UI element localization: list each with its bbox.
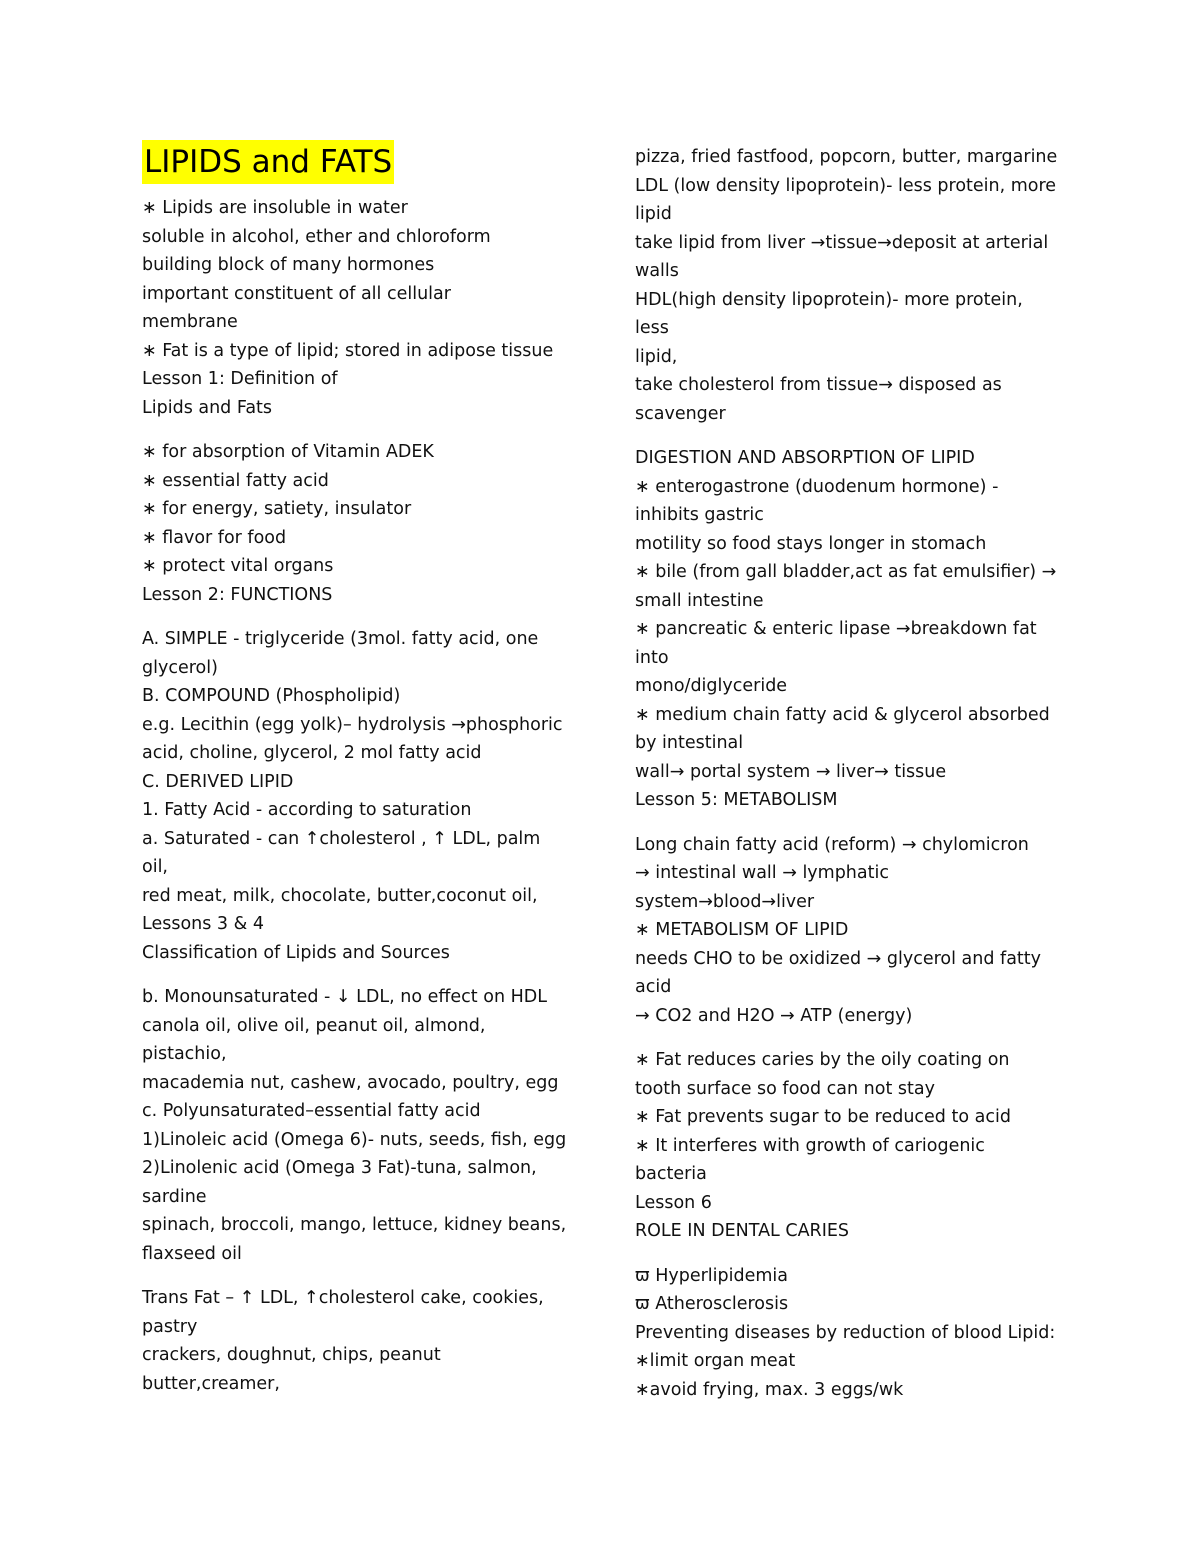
- right-text-line: ∗avoid frying, max. 3 eggs/wk: [635, 1379, 904, 1400]
- right-text-line: mono/diglyceride: [635, 676, 788, 696]
- left-text-line: pistachio,: [142, 1044, 227, 1064]
- left-text-line: soluble in alcohol, ether and chloroform: [142, 226, 491, 247]
- right-text-line: LDL (low density lipoprotein)- less protein, more: [635, 175, 1057, 196]
- right-text-line: ∗ It interferes with growth of cariogenic: [635, 1135, 985, 1156]
- left-text-line: ∗ essential fatty acid: [142, 470, 329, 491]
- left-text-line: ∗ for energy, satiety, insulator: [142, 499, 412, 519]
- left-text-line: oil,: [142, 857, 168, 877]
- right-text-line: pizza, fried fastfood, popcorn, butter, margarine: [635, 147, 1058, 167]
- left-text-line: ∗ for absorption of Vitamin ADEK: [142, 442, 434, 462]
- right-text-line: ∗ Fat prevents sugar to be reduced to acid: [635, 1107, 1011, 1127]
- left-text-line: building block of many hormones: [142, 255, 435, 275]
- right-text-line: needs CHO to be oxidized → glycerol and fatty: [635, 948, 1042, 969]
- right-text-line: system→blood→liver: [635, 891, 815, 912]
- left-text-line: c. Polyunsaturated–essential fatty acid: [142, 1101, 481, 1121]
- left-text-line: membrane: [142, 312, 238, 332]
- left-text-line: ∗ protect vital organs: [142, 556, 334, 576]
- left-text-line: acid, choline, glycerol, 2 mol fatty acid: [142, 743, 482, 763]
- left-text-line: butter,creamer,: [142, 1373, 280, 1394]
- right-text-line: ∗ pancreatic & enteric lipase →breakdown fat: [635, 619, 1037, 639]
- right-text-line: scavenger: [635, 403, 726, 424]
- right-text-line: bacteria: [635, 1164, 707, 1184]
- right-paragraph-gap: [635, 1246, 1075, 1262]
- left-text-line: spinach, broccoli, mango, lettuce, kidney beans,: [142, 1215, 567, 1235]
- left-text-line: ∗ flavor for food: [142, 527, 287, 548]
- left-text-line: A. SIMPLE - triglyceride (3mol. fatty acid, one: [142, 629, 539, 649]
- right-text-line: small intestine: [635, 590, 764, 611]
- left-text-line: b. Monounsaturated - ↓ LDL, no effect on HDL: [142, 987, 547, 1007]
- left-text-line: red meat, milk, chocolate, butter,coconut oil,: [142, 885, 538, 906]
- left-text-line: Lessons 3 & 4: [142, 914, 264, 934]
- right-paragraph-gap: [635, 1030, 1075, 1046]
- left-text-line: 1. Fatty Acid - according to saturation: [142, 800, 472, 820]
- left-column: [142, 140, 582, 1398]
- right-text-line: → intestinal wall → lymphatic: [635, 863, 889, 883]
- right-text-line: HDL(high density lipoprotein)- more protein,: [635, 289, 1023, 310]
- right-text-line: DIGESTION AND ABSORPTION OF LIPID: [635, 448, 975, 468]
- right-column-text: [635, 143, 1075, 1404]
- right-text-line: ∗ Fat reduces caries by the oily coating on: [635, 1050, 1010, 1070]
- left-text-line: macademia nut, cashew, avocado, poultry, egg: [142, 1072, 559, 1093]
- left-text-line: ∗ Lipids are insoluble in water: [142, 198, 408, 218]
- left-text-line: e.g. Lecithin (egg yolk)– hydrolysis →phosphoric: [142, 714, 563, 735]
- right-column: [635, 143, 1075, 1404]
- right-text-line: → CO2 and H2O → ATP (energy): [635, 1005, 913, 1026]
- right-text-line: ϖ Atherosclerosis: [635, 1294, 789, 1314]
- right-text-line: ROLE IN DENTAL CARIES: [635, 1221, 850, 1241]
- left-text-line: a. Saturated - can ↑cholesterol , ↑ LDL, palm: [142, 828, 541, 849]
- left-text-line: C. DERIVED LIPID: [142, 771, 294, 792]
- left-text-line: 1)Linoleic acid (Omega 6)- nuts, seeds, fish, egg: [142, 1129, 567, 1150]
- right-text-line: take cholesterol from tissue→ disposed as: [635, 375, 1002, 395]
- left-text-line: canola oil, olive oil, peanut oil, almond,: [142, 1015, 486, 1036]
- left-text-line: Trans Fat – ↑ LDL, ↑cholesterol cake, cookies,: [142, 1288, 544, 1308]
- right-text-line: into: [635, 647, 669, 668]
- right-text-line: Lesson 6: [635, 1192, 712, 1213]
- right-paragraph-gap: [635, 428, 1075, 444]
- left-paragraph-gap: [142, 609, 582, 625]
- right-text-line: motility so food stays longer in stomach: [635, 533, 987, 554]
- right-text-line: less: [635, 318, 669, 338]
- left-column-text: [142, 194, 582, 1398]
- right-text-line: ∗limit organ meat: [635, 1351, 796, 1371]
- right-text-line: lipid,: [635, 346, 678, 367]
- right-text-line: ϖ Hyperlipidemia: [635, 1265, 789, 1286]
- right-text-line: by intestinal: [635, 733, 744, 753]
- left-text-line: Lipids and Fats: [142, 397, 273, 418]
- left-paragraph-gap: [142, 967, 582, 983]
- right-text-line: ∗ medium chain fatty acid & glycerol absorbed: [635, 704, 1050, 725]
- right-text-line: ∗ METABOLISM OF LIPID: [635, 920, 849, 940]
- left-text-line: Lesson 2: FUNCTIONS: [142, 584, 333, 605]
- right-text-line: lipid: [635, 204, 672, 224]
- right-text-line: wall→ portal system → liver→ tissue: [635, 761, 947, 782]
- left-text-line: Lesson 1: Definition of: [142, 369, 338, 389]
- right-text-line: walls: [635, 261, 679, 281]
- right-text-line: Lesson 5: METABOLISM: [635, 790, 838, 810]
- right-text-line: acid: [635, 977, 672, 997]
- right-text-line: ∗ enterogastrone (duodenum hormone) -: [635, 476, 999, 497]
- right-text-line: inhibits gastric: [635, 505, 764, 525]
- right-text-line: Preventing diseases by reduction of blood Lipid:: [635, 1322, 1056, 1343]
- right-text-line: ∗ bile (from gall bladder,act as fat emulsifier) →: [635, 562, 1057, 582]
- left-text-line: B. COMPOUND (Phospholipid): [142, 686, 401, 706]
- right-paragraph-gap: [635, 815, 1075, 831]
- left-text-line: ∗ Fat is a type of lipid; stored in adipose tissue: [142, 340, 554, 361]
- left-text-line: pastry: [142, 1316, 198, 1337]
- left-paragraph-gap: [142, 1268, 582, 1284]
- left-text-line: Classification of Lipids and Sources: [142, 942, 450, 963]
- right-text-line: take lipid from liver →tissue→deposit at arterial: [635, 232, 1049, 253]
- left-paragraph-gap: [142, 422, 582, 438]
- left-text-line: flaxseed oil: [142, 1243, 242, 1264]
- left-text-line: 2)Linolenic acid (Omega 3 Fat)-tuna, salmon,: [142, 1158, 537, 1178]
- page-title: LIPIDS and FATS: [142, 140, 394, 184]
- left-text-line: sardine: [142, 1186, 207, 1207]
- right-text-line: Long chain fatty acid (reform) → chylomicron: [635, 834, 1029, 855]
- right-text-line: tooth surface so food can not stay: [635, 1078, 935, 1099]
- left-text-line: glycerol): [142, 657, 218, 678]
- left-text-line: crackers, doughnut, chips, peanut: [142, 1345, 441, 1365]
- left-text-line: important constituent of all cellular: [142, 283, 451, 304]
